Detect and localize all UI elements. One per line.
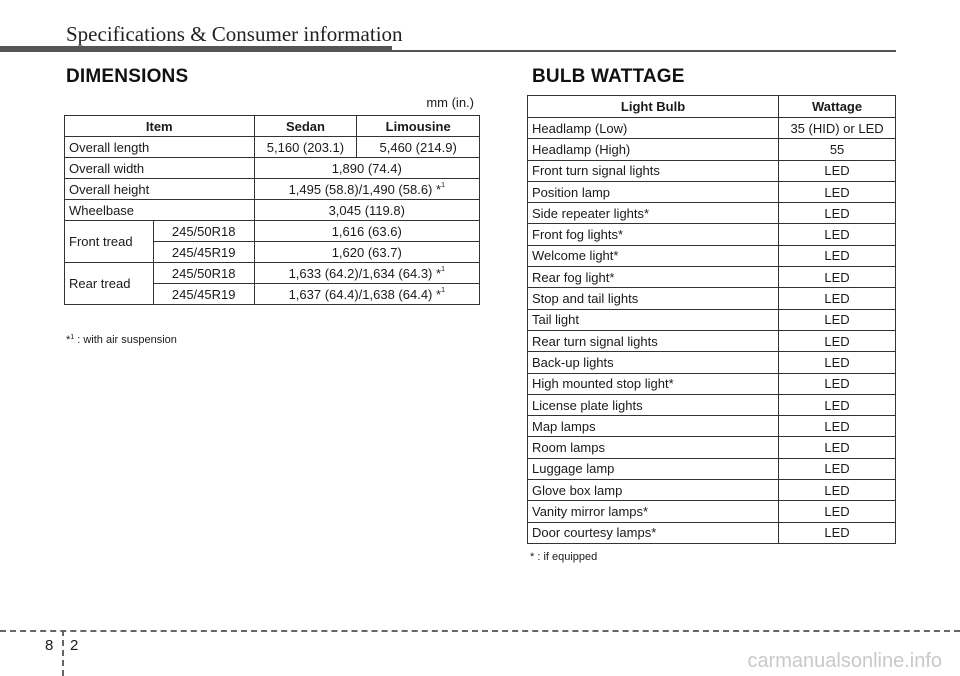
bulb-wattage: LED	[779, 203, 896, 224]
column-header-light-bulb: Light Bulb	[528, 96, 779, 118]
bulb-name: Vanity mirror lamps*	[528, 501, 779, 522]
dimensions-table	[64, 115, 480, 305]
bulb-name: High mounted stop light*	[528, 373, 779, 394]
bulb-wattage: LED	[779, 480, 896, 501]
bulb-footnote: * : if equipped	[530, 551, 598, 563]
table-header-row	[528, 96, 896, 118]
table-row	[528, 309, 896, 330]
bulb-wattage-table	[527, 95, 896, 544]
bulb-name: Door courtesy lamps*	[528, 522, 779, 543]
row-label: Overall length	[65, 137, 255, 158]
bulb-name: Tail light	[528, 309, 779, 330]
bulb-wattage: LED	[779, 181, 896, 202]
bulb-wattage: LED	[779, 416, 896, 437]
bulb-wattage: LED	[779, 437, 896, 458]
table-row	[65, 221, 480, 242]
cell-value: 5,460 (214.9)	[357, 137, 480, 158]
table-header-row	[65, 116, 480, 137]
bulb-name: Side repeater lights*	[528, 203, 779, 224]
table-row	[65, 263, 480, 284]
bulb-wattage: LED	[779, 309, 896, 330]
bulb-wattage: LED	[779, 458, 896, 479]
bulb-wattage: 55	[779, 139, 896, 160]
footnote-text: : with air suspension	[74, 334, 177, 346]
table-row	[528, 373, 896, 394]
tire-size: 245/50R18	[153, 221, 254, 242]
table-row	[528, 245, 896, 266]
bulb-wattage: LED	[779, 352, 896, 373]
bulb-wattage-title: BULB WATTAGE	[532, 66, 685, 87]
bulb-wattage: 35 (HID) or LED	[779, 118, 896, 139]
bulb-table-body	[528, 118, 896, 544]
footnote-mark: 1	[441, 286, 445, 294]
footnote-mark: 1	[441, 181, 445, 189]
table-row	[528, 118, 896, 139]
footnote-mark: 1	[70, 334, 75, 341]
row-label: Rear tread	[65, 263, 154, 305]
footer-rule	[0, 630, 960, 632]
bulb-name: Map lamps	[528, 416, 779, 437]
bulb-name: Rear fog light*	[528, 267, 779, 288]
row-label: Overall height	[65, 179, 255, 200]
footnote-star: *	[66, 334, 71, 346]
value-text: 1,637 (64.4)/1,638 (64.4) *	[288, 286, 442, 302]
header-rule	[0, 46, 392, 52]
dimensions-units: mm (in.)	[426, 95, 474, 110]
bulb-name: License plate lights	[528, 394, 779, 415]
bulb-wattage: LED	[779, 245, 896, 266]
table-row	[528, 267, 896, 288]
table-row	[65, 137, 480, 158]
tire-size: 245/45R19	[153, 284, 254, 305]
table-row	[65, 179, 480, 200]
bulb-wattage: LED	[779, 224, 896, 245]
dimensions-footnote	[66, 334, 177, 346]
table-row	[528, 160, 896, 181]
column-header-wattage: Wattage	[779, 96, 896, 118]
value-text: 1,495 (58.8)/1,490 (58.6) *	[288, 181, 442, 197]
bulb-wattage: LED	[779, 373, 896, 394]
bulb-wattage: LED	[779, 394, 896, 415]
column-header-item: Item	[65, 116, 255, 137]
table-row	[528, 352, 896, 373]
bulb-name: Headlamp (High)	[528, 139, 779, 160]
table-row	[528, 203, 896, 224]
row-label: Overall width	[65, 158, 255, 179]
table-row	[528, 139, 896, 160]
table-row	[528, 224, 896, 245]
bulb-name: Back-up lights	[528, 352, 779, 373]
bulb-name: Position lamp	[528, 181, 779, 202]
cell-value	[254, 284, 479, 305]
bulb-name: Glove box lamp	[528, 480, 779, 501]
bulb-name: Headlamp (Low)	[528, 118, 779, 139]
bulb-wattage: LED	[779, 160, 896, 181]
table-row	[65, 158, 480, 179]
table-row	[528, 501, 896, 522]
table-row	[528, 522, 896, 543]
bulb-name: Rear turn signal lights	[528, 330, 779, 351]
bulb-wattage: LED	[779, 267, 896, 288]
bulb-name: Stop and tail lights	[528, 288, 779, 309]
cell-value: 3,045 (119.8)	[254, 200, 479, 221]
bulb-name: Room lamps	[528, 437, 779, 458]
bulb-name: Front turn signal lights	[528, 160, 779, 181]
cell-value: 1,620 (63.7)	[254, 242, 479, 263]
tire-size: 245/50R18	[153, 263, 254, 284]
table-row	[65, 200, 480, 221]
bulb-wattage: LED	[779, 330, 896, 351]
table-row	[528, 458, 896, 479]
row-label: Front tread	[65, 221, 154, 263]
bulb-name: Front fog lights*	[528, 224, 779, 245]
table-row	[528, 480, 896, 501]
table-row	[528, 330, 896, 351]
chapter-number: 8	[45, 637, 54, 654]
page-divider	[62, 630, 64, 676]
table-row	[528, 437, 896, 458]
page-header-title: Specifications & Consumer information	[66, 22, 403, 46]
header-rule-thin	[392, 50, 896, 52]
cell-value	[254, 263, 479, 284]
dimensions-title: DIMENSIONS	[66, 66, 189, 87]
page-number: 2	[70, 637, 79, 654]
bulb-wattage: LED	[779, 522, 896, 543]
table-row	[528, 181, 896, 202]
column-header-sedan: Sedan	[254, 116, 357, 137]
table-row	[528, 394, 896, 415]
value-text: 1,633 (64.2)/1,634 (64.3) *	[288, 265, 442, 281]
cell-value: 5,160 (203.1)	[254, 137, 357, 158]
bulb-wattage: LED	[779, 501, 896, 522]
footnote-mark: 1	[441, 265, 445, 273]
bulb-name: Welcome light*	[528, 245, 779, 266]
bulb-wattage: LED	[779, 288, 896, 309]
tire-size: 245/45R19	[153, 242, 254, 263]
table-row	[528, 416, 896, 437]
cell-value: 1,616 (63.6)	[254, 221, 479, 242]
cell-value	[254, 179, 479, 200]
table-row	[528, 288, 896, 309]
row-label: Wheelbase	[65, 200, 255, 221]
column-header-limousine: Limousine	[357, 116, 480, 137]
bulb-name: Luggage lamp	[528, 458, 779, 479]
cell-value: 1,890 (74.4)	[254, 158, 479, 179]
watermark: carmanualsonline.info	[747, 650, 942, 672]
